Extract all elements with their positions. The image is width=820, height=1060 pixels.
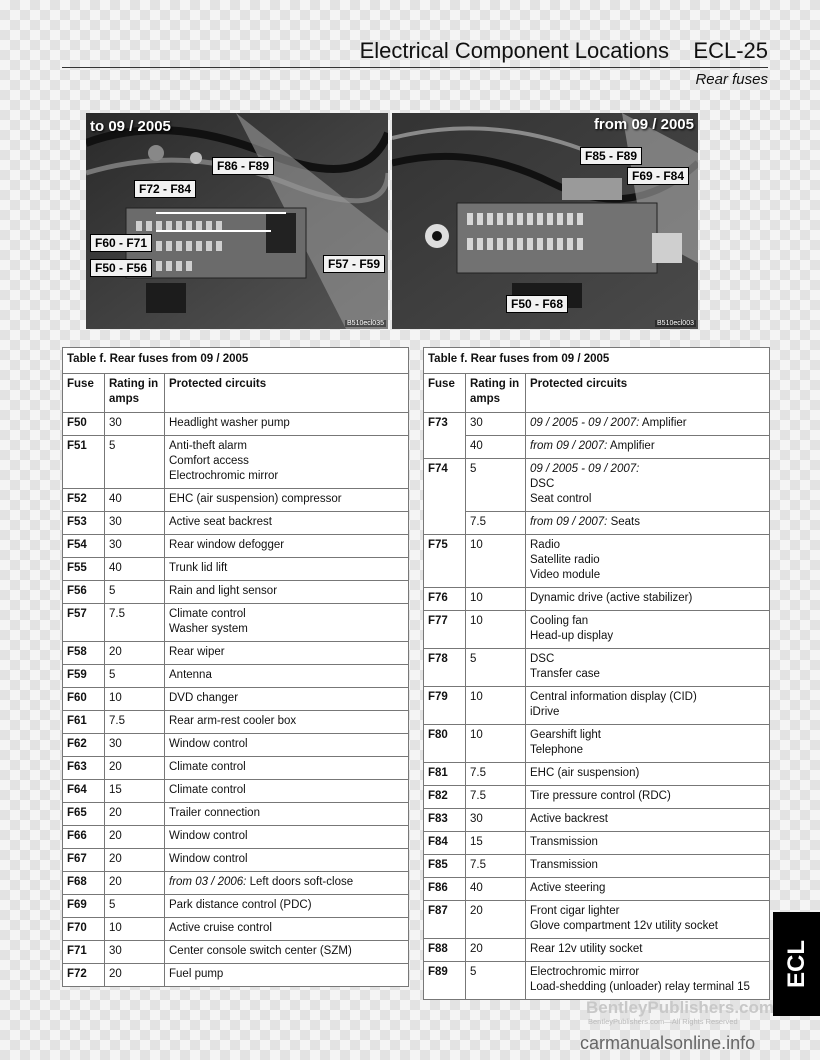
circuit-line: Trunk lid lift bbox=[169, 562, 228, 574]
protected-circuits bbox=[165, 688, 409, 711]
protected-circuits bbox=[526, 878, 770, 901]
watermark: carmanualsonline.info bbox=[580, 1033, 756, 1053]
table-row bbox=[424, 611, 770, 649]
circuit-line: Active seat backrest bbox=[169, 516, 272, 528]
fuse-number bbox=[424, 512, 466, 535]
table-row bbox=[63, 642, 409, 665]
fuse-number: F73 bbox=[424, 413, 466, 436]
protected-circuits bbox=[526, 588, 770, 611]
fuse-number: F74 bbox=[424, 459, 466, 512]
fuse-number: F61 bbox=[63, 711, 105, 734]
fuse-number: F79 bbox=[424, 687, 466, 725]
fuse-number: F80 bbox=[424, 725, 466, 763]
fuse-rating: 10 bbox=[105, 688, 165, 711]
fuse-number: F77 bbox=[424, 611, 466, 649]
fuse-number: F87 bbox=[424, 901, 466, 939]
fuse-number: F56 bbox=[63, 581, 105, 604]
table-row bbox=[424, 413, 770, 436]
protected-circuits bbox=[165, 642, 409, 665]
protected-circuits bbox=[526, 459, 770, 512]
fuse-number: F78 bbox=[424, 649, 466, 687]
circuit-line: DSC bbox=[530, 478, 555, 490]
column-header: Fuse bbox=[63, 374, 105, 413]
table-row bbox=[424, 649, 770, 687]
protected-circuits bbox=[165, 918, 409, 941]
section-tab-ecl bbox=[773, 912, 820, 1016]
fuse-rating: 30 bbox=[105, 535, 165, 558]
fuse-rating: 10 bbox=[105, 918, 165, 941]
table-row bbox=[63, 489, 409, 512]
protected-circuits bbox=[165, 757, 409, 780]
circuit-line: Washer system bbox=[169, 623, 248, 635]
protected-circuits bbox=[526, 725, 770, 763]
fuse-rating: 10 bbox=[466, 588, 526, 611]
fuse-number: F64 bbox=[63, 780, 105, 803]
fuse-number: F76 bbox=[424, 588, 466, 611]
protected-circuits bbox=[165, 872, 409, 895]
protected-circuits bbox=[165, 803, 409, 826]
protected-circuits bbox=[526, 832, 770, 855]
table-row bbox=[63, 964, 409, 987]
fuse-number: F85 bbox=[424, 855, 466, 878]
circuit-line: Window control bbox=[169, 853, 248, 865]
circuit-text: Amplifier bbox=[641, 417, 687, 429]
rear-fuse-table-right bbox=[423, 347, 770, 1000]
fuse-rating: 30 bbox=[105, 512, 165, 535]
fuse-rating: 7.5 bbox=[466, 763, 526, 786]
rear-fuse-table-left bbox=[62, 347, 409, 987]
protected-circuits bbox=[526, 512, 770, 535]
circuit-text: Left doors soft-close bbox=[249, 876, 354, 888]
circuit-line: Rear arm-rest cooler box bbox=[169, 715, 297, 727]
circuit-line: Headlight washer pump bbox=[169, 417, 290, 429]
fuse-number: F62 bbox=[63, 734, 105, 757]
table-row bbox=[424, 436, 770, 459]
circuit-line: Window control bbox=[169, 738, 248, 750]
fuse-number: F88 bbox=[424, 939, 466, 962]
circuit-line: Park distance control (PDC) bbox=[169, 899, 312, 911]
protected-circuits bbox=[165, 734, 409, 757]
header-divider bbox=[62, 67, 768, 68]
fuse-rating: 40 bbox=[466, 878, 526, 901]
circuit-line: Glove compartment 12v utility socket bbox=[530, 920, 718, 932]
fuse-rating: 20 bbox=[105, 803, 165, 826]
table-row bbox=[424, 832, 770, 855]
circuit-line: Cooling fan bbox=[530, 615, 589, 627]
table-row bbox=[424, 535, 770, 588]
circuit-line: Load-shedding (unloader) relay terminal 15 bbox=[530, 981, 750, 993]
circuit-line bbox=[530, 416, 765, 431]
date-note: from 09 / 2007: bbox=[530, 440, 608, 452]
protected-circuits bbox=[165, 895, 409, 918]
fuse-photo-before-2005 bbox=[86, 113, 388, 329]
publisher-logo: BentleyPublishers.com bbox=[586, 998, 775, 1017]
table-row bbox=[63, 711, 409, 734]
circuit-line: Fuel pump bbox=[169, 968, 224, 980]
table-row bbox=[63, 895, 409, 918]
table-row bbox=[63, 941, 409, 964]
circuit-line: EHC (air suspension) compressor bbox=[169, 493, 342, 505]
protected-circuits bbox=[165, 711, 409, 734]
fuse-rating: 5 bbox=[105, 581, 165, 604]
table-row bbox=[424, 786, 770, 809]
circuit-line: Active cruise control bbox=[169, 922, 272, 934]
table-row bbox=[424, 939, 770, 962]
circuit-line: Gearshift light bbox=[530, 729, 601, 741]
table-row bbox=[63, 803, 409, 826]
table-row bbox=[63, 581, 409, 604]
fuse-rating: 10 bbox=[466, 725, 526, 763]
protected-circuits bbox=[526, 687, 770, 725]
protected-circuits bbox=[165, 413, 409, 436]
fuse-rating: 10 bbox=[466, 535, 526, 588]
protected-circuits bbox=[165, 581, 409, 604]
fuse-rating: 5 bbox=[105, 895, 165, 918]
photo-left-label-f72-f84: F72 - F84 bbox=[134, 180, 196, 198]
photo-right-heading: from 09 / 2005 bbox=[593, 116, 694, 133]
fuse-rating: 20 bbox=[105, 642, 165, 665]
circuit-line: Electrochromic mirror bbox=[169, 470, 279, 482]
column-header: Protected circuits bbox=[526, 374, 770, 413]
fuse-number: F82 bbox=[424, 786, 466, 809]
fuse-rating: 5 bbox=[466, 459, 526, 512]
table-row bbox=[424, 878, 770, 901]
table-row bbox=[424, 901, 770, 939]
page-subtitle: Rear fuses bbox=[695, 71, 768, 88]
fuse-rating: 20 bbox=[466, 939, 526, 962]
photo-right-code: B510ecl003 bbox=[657, 320, 694, 327]
fuse-rating: 15 bbox=[466, 832, 526, 855]
table-row bbox=[63, 558, 409, 581]
fuse-rating: 20 bbox=[105, 872, 165, 895]
protected-circuits bbox=[526, 535, 770, 588]
fuse-rating: 40 bbox=[105, 558, 165, 581]
circuit-line bbox=[530, 439, 765, 454]
photo-left-label-f86-f89: F86 - F89 bbox=[212, 157, 274, 175]
circuit-line: Front cigar lighter bbox=[530, 905, 620, 917]
fuse-number: F70 bbox=[63, 918, 105, 941]
circuit-line: Trailer connection bbox=[169, 807, 260, 819]
circuit-line bbox=[530, 462, 765, 477]
circuit-line: DSC bbox=[530, 653, 555, 665]
circuit-line: Comfort access bbox=[169, 455, 249, 467]
fuse-number: F59 bbox=[63, 665, 105, 688]
table-row bbox=[424, 725, 770, 763]
protected-circuits bbox=[526, 962, 770, 1000]
date-note: 09 / 2005 - 09 / 2007: bbox=[530, 463, 640, 475]
fuse-rating: 20 bbox=[105, 849, 165, 872]
fuse-rating: 15 bbox=[105, 780, 165, 803]
table-row bbox=[63, 918, 409, 941]
fuse-rating: 30 bbox=[466, 809, 526, 832]
circuit-line: Electrochromic mirror bbox=[530, 966, 640, 978]
date-note: from 09 / 2007: bbox=[530, 516, 608, 528]
fuse-rating: 20 bbox=[105, 757, 165, 780]
column-header: Rating in amps bbox=[105, 374, 165, 413]
fuse-number: F81 bbox=[424, 763, 466, 786]
circuit-line: Seat control bbox=[530, 493, 592, 505]
fuse-number: F54 bbox=[63, 535, 105, 558]
fuse-number: F66 bbox=[63, 826, 105, 849]
table-row bbox=[63, 688, 409, 711]
fuse-rating: 10 bbox=[466, 687, 526, 725]
table-row bbox=[63, 413, 409, 436]
date-note: from 03 / 2006: bbox=[169, 876, 247, 888]
protected-circuits bbox=[165, 489, 409, 512]
table-row bbox=[63, 872, 409, 895]
circuit-line: Transfer case bbox=[530, 668, 600, 680]
fuse-number: F50 bbox=[63, 413, 105, 436]
photo-left-label-f60-f71: F60 - F71 bbox=[90, 234, 152, 252]
circuit-line: EHC (air suspension) bbox=[530, 767, 640, 779]
fuse-number: F71 bbox=[63, 941, 105, 964]
fuse-number: F55 bbox=[63, 558, 105, 581]
protected-circuits bbox=[165, 780, 409, 803]
fuse-rating: 7.5 bbox=[466, 855, 526, 878]
fuse-rating: 7.5 bbox=[466, 786, 526, 809]
fuse-number: F68 bbox=[63, 872, 105, 895]
photo-left-label-f57-f59: F57 - F59 bbox=[323, 255, 385, 273]
protected-circuits bbox=[526, 809, 770, 832]
photo-left-label-f50-f56: F50 - F56 bbox=[90, 259, 152, 277]
table-row bbox=[424, 588, 770, 611]
fuse-rating: 7.5 bbox=[466, 512, 526, 535]
table-row bbox=[424, 809, 770, 832]
column-header: Rating in amps bbox=[466, 374, 526, 413]
fuse-rating: 30 bbox=[105, 734, 165, 757]
fuse-photo-after-2005 bbox=[392, 113, 698, 329]
fuse-number: F58 bbox=[63, 642, 105, 665]
circuit-line bbox=[169, 875, 404, 890]
circuit-text: Seats bbox=[610, 516, 640, 528]
circuit-line: Antenna bbox=[169, 669, 212, 681]
column-header: Fuse bbox=[424, 374, 466, 413]
fuse-rating: 40 bbox=[466, 436, 526, 459]
protected-circuits bbox=[165, 436, 409, 489]
fuse-rating: 5 bbox=[466, 962, 526, 1000]
fuse-rating: 30 bbox=[105, 413, 165, 436]
table-caption: Table f. Rear fuses from 09 / 2005 bbox=[424, 348, 770, 374]
circuit-line: Transmission bbox=[530, 836, 598, 848]
protected-circuits bbox=[526, 901, 770, 939]
circuit-line: Telephone bbox=[530, 744, 584, 756]
protected-circuits bbox=[526, 436, 770, 459]
table-caption: Table f. Rear fuses from 09 / 2005 bbox=[63, 348, 409, 374]
fuse-rating: 20 bbox=[466, 901, 526, 939]
photo-right-label-f50-f68: F50 - F68 bbox=[506, 295, 568, 313]
circuit-line: Central information display (CID) bbox=[530, 691, 697, 703]
fuse-rating: 5 bbox=[105, 436, 165, 489]
protected-circuits bbox=[165, 558, 409, 581]
fuse-number: F63 bbox=[63, 757, 105, 780]
protected-circuits bbox=[526, 786, 770, 809]
circuit-line: iDrive bbox=[530, 706, 560, 718]
circuit-line: Rear window defogger bbox=[169, 539, 285, 551]
page-title: Electrical Component Locations ECL-25 bbox=[359, 38, 768, 63]
circuit-line: Anti-theft alarm bbox=[169, 440, 247, 452]
circuit-line bbox=[530, 515, 765, 530]
photo-left-code: B510ecl035 bbox=[347, 320, 384, 327]
fuse-rating: 5 bbox=[466, 649, 526, 687]
fuse-number: F86 bbox=[424, 878, 466, 901]
protected-circuits bbox=[165, 849, 409, 872]
table-row bbox=[63, 436, 409, 489]
circuit-text: Amplifier bbox=[609, 440, 655, 452]
photo-right-label-f69-f84: F69 - F84 bbox=[627, 167, 689, 185]
table-row bbox=[63, 757, 409, 780]
photo-left-heading: to 09 / 2005 bbox=[90, 118, 171, 135]
section-tab-label: ECL bbox=[782, 940, 810, 988]
protected-circuits bbox=[165, 665, 409, 688]
circuit-line: Rear 12v utility socket bbox=[530, 943, 643, 955]
circuit-line: Window control bbox=[169, 830, 248, 842]
circuit-line: Radio bbox=[530, 539, 561, 551]
fuse-number: F51 bbox=[63, 436, 105, 489]
table-row bbox=[63, 734, 409, 757]
fuse-rating: 30 bbox=[466, 413, 526, 436]
table-row bbox=[424, 962, 770, 1000]
publisher-rights: BentleyPublishers.com—All Rights Reserved bbox=[588, 1017, 738, 1026]
fuse-number: F72 bbox=[63, 964, 105, 987]
circuit-line: Climate control bbox=[169, 608, 246, 620]
circuit-line: Center console switch center (SZM) bbox=[169, 945, 352, 957]
protected-circuits bbox=[526, 611, 770, 649]
protected-circuits bbox=[165, 512, 409, 535]
circuit-line: Dynamic drive (active stabilizer) bbox=[530, 592, 693, 604]
circuit-line: Climate control bbox=[169, 784, 246, 796]
fuse-rating: 10 bbox=[466, 611, 526, 649]
table-row bbox=[63, 849, 409, 872]
circuit-line: DVD changer bbox=[169, 692, 239, 704]
table-row bbox=[424, 512, 770, 535]
fuse-number: F57 bbox=[63, 604, 105, 642]
table-row bbox=[63, 512, 409, 535]
table-row bbox=[63, 826, 409, 849]
fuse-number: F89 bbox=[424, 962, 466, 1000]
circuit-line: Tire pressure control (RDC) bbox=[530, 790, 671, 802]
circuit-line: Climate control bbox=[169, 761, 246, 773]
protected-circuits bbox=[165, 826, 409, 849]
protected-circuits bbox=[526, 649, 770, 687]
table-row bbox=[424, 855, 770, 878]
fuse-number: F83 bbox=[424, 809, 466, 832]
protected-circuits bbox=[526, 413, 770, 436]
circuit-line: Active steering bbox=[530, 882, 606, 894]
column-header: Protected circuits bbox=[165, 374, 409, 413]
fuse-rating: 20 bbox=[105, 964, 165, 987]
fuse-rating: 30 bbox=[105, 941, 165, 964]
circuit-line: Transmission bbox=[530, 859, 598, 871]
fuse-number: F69 bbox=[63, 895, 105, 918]
protected-circuits bbox=[165, 535, 409, 558]
circuit-line: Video module bbox=[530, 569, 601, 581]
fuse-number: F65 bbox=[63, 803, 105, 826]
photo-right-label-f85-f89: F85 - F89 bbox=[580, 147, 642, 165]
protected-circuits bbox=[165, 604, 409, 642]
protected-circuits bbox=[165, 941, 409, 964]
fuse-rating: 40 bbox=[105, 489, 165, 512]
date-note: 09 / 2005 - 09 / 2007: bbox=[530, 417, 640, 429]
protected-circuits bbox=[526, 763, 770, 786]
circuit-line: Rear wiper bbox=[169, 646, 225, 658]
table-row bbox=[424, 687, 770, 725]
circuit-line: Rain and light sensor bbox=[169, 585, 278, 597]
circuit-line: Active backrest bbox=[530, 813, 608, 825]
table-row bbox=[424, 459, 770, 512]
protected-circuits bbox=[526, 855, 770, 878]
table-row bbox=[63, 665, 409, 688]
fuse-number: F52 bbox=[63, 489, 105, 512]
circuit-line: Satellite radio bbox=[530, 554, 600, 566]
table-header-row bbox=[424, 374, 770, 413]
fuse-number: F60 bbox=[63, 688, 105, 711]
table-row bbox=[63, 604, 409, 642]
fuse-number: F67 bbox=[63, 849, 105, 872]
table-row bbox=[63, 535, 409, 558]
fuse-number: F53 bbox=[63, 512, 105, 535]
table-row bbox=[424, 763, 770, 786]
table-row bbox=[63, 780, 409, 803]
fuse-panel-illustration-left bbox=[86, 113, 388, 329]
fuse-rating: 20 bbox=[105, 826, 165, 849]
fuse-rating: 5 bbox=[105, 665, 165, 688]
fuse-number: F84 bbox=[424, 832, 466, 855]
fuse-rating: 7.5 bbox=[105, 604, 165, 642]
circuit-line: Head-up display bbox=[530, 630, 614, 642]
table-header-row bbox=[63, 374, 409, 413]
protected-circuits bbox=[526, 939, 770, 962]
fuse-rating: 7.5 bbox=[105, 711, 165, 734]
fuse-number bbox=[424, 436, 466, 459]
fuse-number: F75 bbox=[424, 535, 466, 588]
protected-circuits bbox=[165, 964, 409, 987]
